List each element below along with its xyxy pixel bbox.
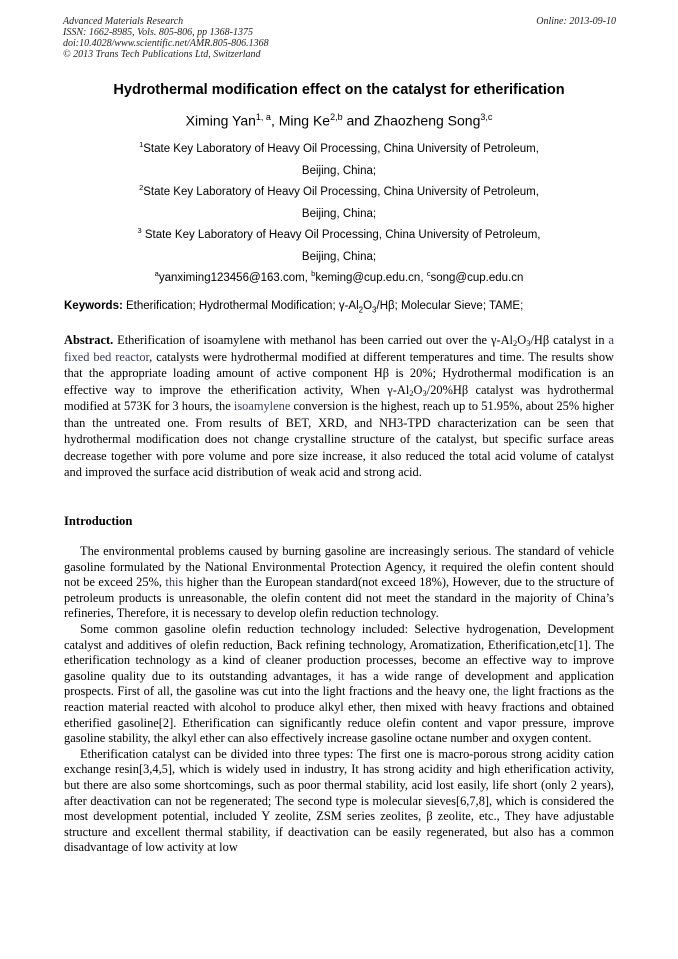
affiliation-number: 3 [137,226,142,235]
issn-line: ISSN: 1662-8985, Vols. 805-806, pp 1368-1375 [63,27,253,38]
email-link[interactable]: song@cup.edu.cn [430,271,524,284]
header-publication-info [63,16,616,60]
paragraph: The environmental problems caused by burning gasoline are increasingly serious. The standard of vehicle gasoline formulated by the National Environmental Protection Agency, it required the olefin content should not be exceed 25%, this higher than the European standard(not exceed 18%), However, due to the structure of petroleum products is unreasonable, the olefin content did not meet the standard in the majority of China’s refineries, Therefore, it is necessary to develop olefin reduction technology. [64,544,615,621]
affiliation [0,177,678,225]
doi-line: doi:10.4028/www.scientific.net/AMR.805-806.1368 [63,38,269,49]
introduction-body [64,544,614,856]
affiliation-city: Beijing, China; [301,164,377,177]
copyright-line: © 2013 Trans Tech Publications Ltd, Switzerland [63,49,261,60]
running-header [63,16,616,60]
affiliation-number: 1 [139,140,144,149]
keywords-label: Keywords: [64,300,123,312]
paper-title: Hydrothermal modification effect on the catalyst for etherification [113,82,565,98]
abstract: Abstract. Etherification of isoamylene with methanol has been carried out over the $\gamma-Al_2O_3/H\beta$ catalyst in a fixed bed reactor, catalysts were hydrothermal modified at different temperatures and time. The results show that the appropriate loading amount of active component Hβ is 20%; Hydrothermal modification is an effective way to improve the etherification activity, When $\gamma-Al_2O_3/20\%H\beta$ catalyst was hydrothermal modified at 573K for 3 hours, the isoamylene conversion is the highest, reach up to 51.95%, about 25% higher than the untreated one. From results of BET, XRD, and NH3-TPD characterization can be seen that hydrothermal modification does not change crystalline structure of the catalyst, but specific surface areas decrease together with pore volume and pore size increase, it also reduced the total acid volume of catalyst and improved the surface acid distribution of weak acid and strong acid. [64,333,615,479]
journal-name: Advanced Materials Research [63,16,184,27]
affiliation-line: $^1$State Key Laboratory of Heavy Oil Processing, China University of Petroleum, [139,140,539,155]
email-link[interactable]: yanximing123456@163.com, [158,271,312,284]
author-affil-mark: 1, a [255,112,271,122]
author-emails: $^a$yanximing123456@163.com, $^b$keming@cup.edu.cn, $^c$song@cup.edu.cn [154,269,524,284]
author-affil-mark: 3,c [480,112,493,122]
author-list [0,112,678,129]
author-separator: , [270,112,279,129]
affiliation-line: $^2$State Key Laboratory of Heavy Oil Processing, China University of Petroleum, [139,183,539,198]
affiliation [0,220,678,268]
author-name: Ming Ke [278,112,331,129]
section-heading: Introduction [64,514,133,528]
author-separator: and [342,112,374,129]
author-name: Ximing Yan [185,112,256,129]
affiliation-number: 2 [139,183,144,192]
author-name: Zhaozheng Song [373,112,481,129]
online-date: Online: 2013-09-10 [536,16,616,27]
paragraph: Etherification catalyst can be divided into three types: The first one is macro-porous strong acidity cation exchange resin[3,4,5], which is widely used in industry, It has strong acidity and high etherification activity, but there are also some shortcomings, such as poor thermal stability, acid lost easily, life short (only 2 years), after deactivation can not be regenerated; The second type is molecular sieves[6,7,8], which is considered the most development potential, included Y zeolite, ZSM series zeolites, β zeolite, etc., They have adjustable structure and excellent thermal stability, if deactivation can be easily regenerated, but also has a common disadvantage of low activity at low [64,746,614,855]
affiliation-city: Beijing, China; [301,250,377,263]
email-link[interactable]: keming@cup.edu.cn, [315,271,427,284]
keywords: Keywords: Etherification; Hydrothermal Modification; $\gamma-Al_2O_3/H\beta$; Molecular Sieve; TAME; [64,300,524,315]
affiliation-city: Beijing, China; [301,207,377,220]
affiliation-line: $^3$ State Key Laboratory of Heavy Oil Processing, China University of Petroleum, [137,226,541,241]
author-affil-mark: 2,b [330,112,343,122]
paragraph: Some common gasoline olefin reduction technology included: Selective hydrogenation, Development catalyst and additives of olefin reduction, Back refining technology, Aromatization, Etherification,etc[1]. The etherification technology as a kind of cleaner production processes, become an effective way to improve gasoline quality due to its outstanding advantages, it has a wide range of development and application prospects. First of all, the gasoline was cut into the light fractions and the heavy one, the light fractions as the reaction material reacted with alcohol to produce alkyl ether, then mixed with heavy fractions and obtained etherified gasoline[2]. Etherification can significantly reduce olefin content and vapor pressure, improve gasoline stability, the alkyl ether can also effectively increase gasoline octane number and oxygen content. [64,621,614,746]
affiliation [0,134,678,182]
abstract-label: Abstract. [64,333,114,347]
